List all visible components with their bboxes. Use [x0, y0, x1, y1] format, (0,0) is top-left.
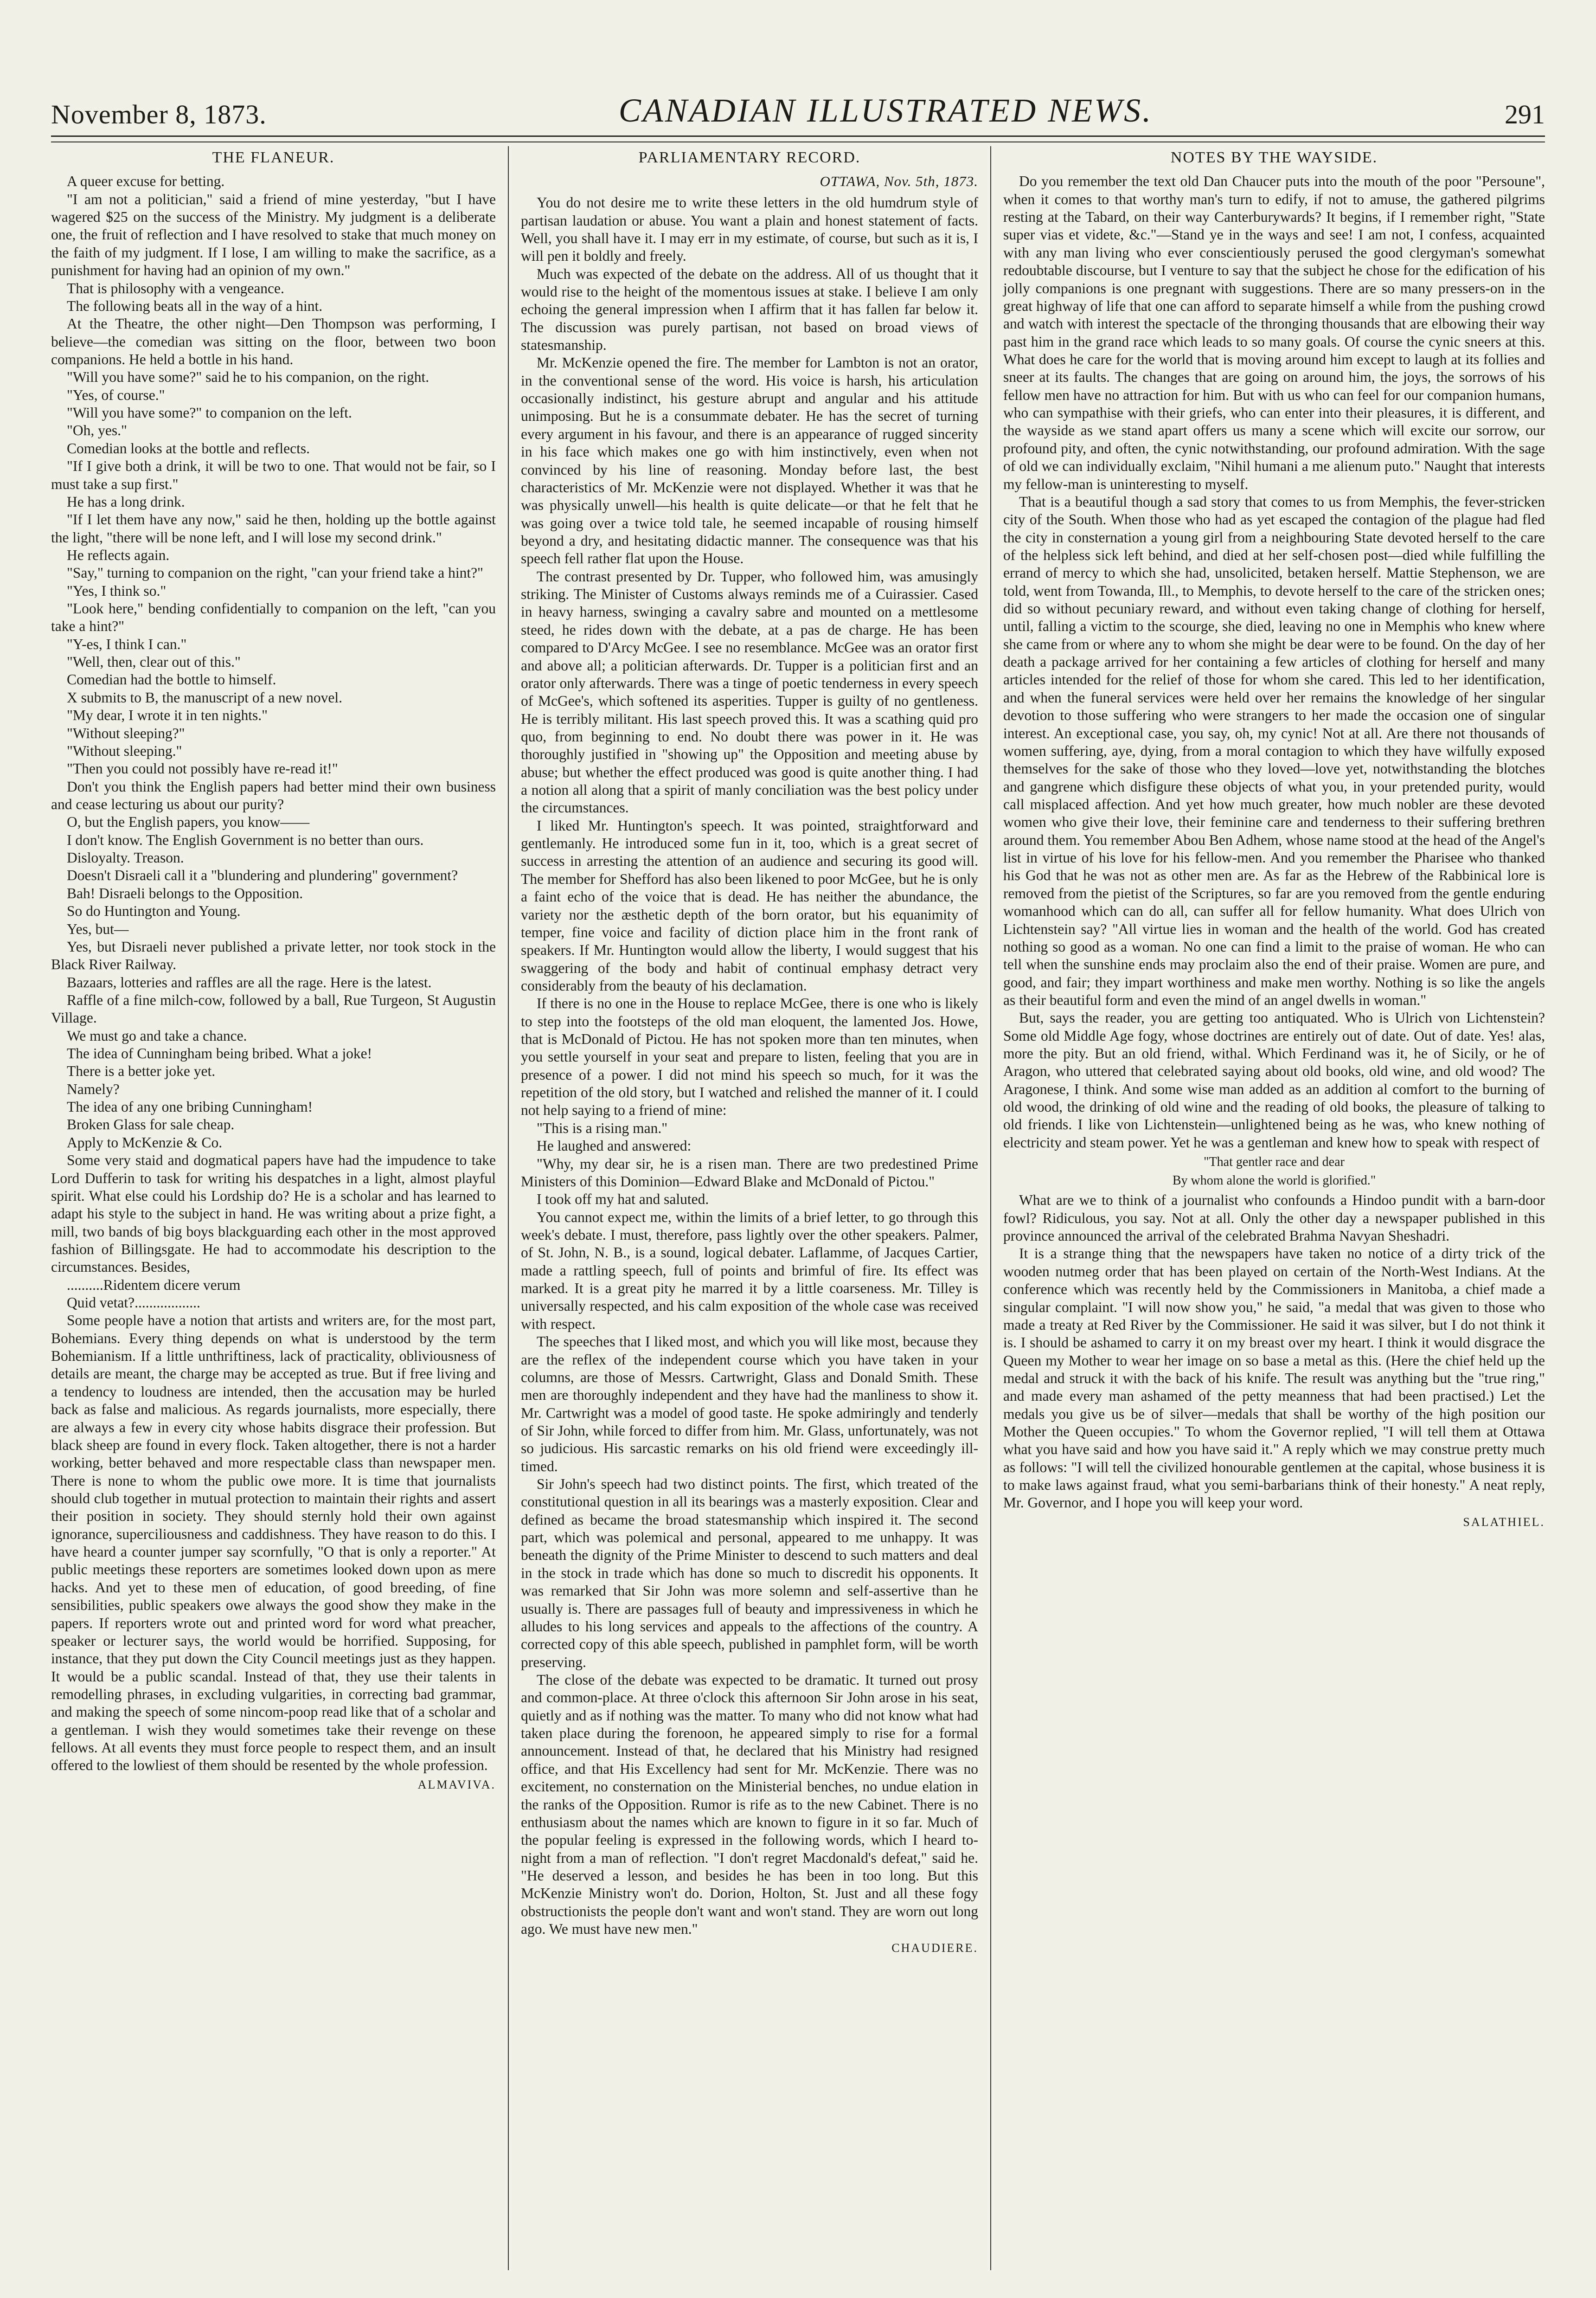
paragraph: It is a strange thing that the newspapers have taken no notice of a dirty trick of the wooden nutmeg order that has been played on certain of the North-West Indians. At the conference which was recently held by the Commissioners in Manitoba, a chief made a singular complaint. "I will now show you," he said, "a medal that was given to those who made a treaty at Red River by the Commissioner. He said it was silver, but I do not think it is. I should be ashamed to carry it on my breast over my heart. I think it would disgrace the Queen my Mother to wear her image on so base a metal as this. (Here the chief held up the medal and struck it with the back of his knife. The result was anything but the "true ring," and made every man ashamed of the petty meanness that had been practised.) Let the medals you give us be of silver—medals that shall be worthy of the high position our Mother the Queen occupies." To whom the Governor replied, "I will tell them at Ottawa what you have said and how you have said it." A reply which we may construe pretty much as follows: "I will tell the civilized honourable gentlemen at the capital, whose business it is to make laws against fraud, what you semi-barbarians think of their honesty." A neat reply, Mr. Governor, and I hope you will keep your word. — [1003, 1245, 1545, 1511]
paragraph: Mr. McKenzie opened the fire. The member for Lambton is not an orator, in the conventional sense of the word. His voice is harsh, his articulation occasionally indistinct, his gesture abrupt and angular and his attitude unimposing. But he is a consummate debater. He has the secret of turning every argument in his favour, and there is an appearance of rugged sincerity in his face which makes one go with him instinctively, even when not convinced by his line of reasoning. Monday before last, the best characteristics of Mr. McKenzie were not displayed. Whether it was that he was physically unwell—his health is quite delicate—or that he felt that he was going over a twice told tale, he seemed incapable of rousing himself beyond a dry, and hesitating didactic manner. The consequence was that his speech fell rather flat upon the House. — [521, 354, 978, 567]
paragraph: At the Theatre, the other night—Den Thompson was performing, I believe—the comedian was sitting on the floor, between two boon companions. He held a bottle in his hand. — [51, 315, 496, 367]
masthead — [51, 74, 1545, 130]
column-heading: THE FLANEUR. — [212, 149, 335, 166]
paragraph: Namely? — [67, 1081, 120, 1097]
paragraph: That is philosophy with a vengeance. — [67, 280, 284, 296]
column-body — [521, 194, 978, 1938]
paragraph: Quid vetat?.................. — [67, 1294, 200, 1311]
paragraph: He has a long drink. — [67, 493, 185, 510]
paragraph: "Will you have some?" said he to his companion, on the right. — [67, 369, 429, 386]
columns — [51, 146, 1545, 2270]
paragraph: Bah! Disraeli belongs to the Opposition. — [67, 885, 303, 901]
paragraph: Raffle of a fine milch-cow, followed by a ball, Rue Turgeon, St Augustin Village. — [51, 991, 496, 1026]
issue-date: November 8, 1873. — [51, 99, 267, 129]
paragraph: The contrast presented by Dr. Tupper, who followed him, was amusingly striking. The Minister of Customs always reminds me of a Cuirassier. Cased in heavy harness, swinging a cavalry sabre and mounted on a mettlesome steed, he rides down with the debate, at a pas de charge. He has been compared to D'Arcy McGee. I see no resemblance. McGee was an orator first and above all; a politician afterwards. Dr. Tupper is a politician first and an orator only afterwards. There was a tinge of poetic tenderness in every speech of McGee's, which softened its asperities. Tupper is guilty of no gentleness. He is terribly militant. His last speech proved this. It was a scathing quid pro quo, from beginning to end. No doubt there was power in it. He was thoroughly justified in "showing up" the Opposition and meeting abuse by abuse; but whether the effect produced was good is quite another thing. I had a notion all along that a spirit of manly conciliation was the best policy under the circumstances. — [521, 568, 978, 816]
paragraph: What are we to think of a journalist who confounds a Hindoo pundit with a barn-door fowl? Ridiculous, you say. Not at all. Only the other day a newspaper published in this province announced the arrival of the celebrated Brahma Navyan Sheshadri. — [1003, 1192, 1545, 1244]
paragraph: Apply to McKenzie & Co. — [67, 1134, 223, 1151]
paragraph: Some people have a notion that artists and writers are, for the most part, Bohemians. Every thing depends on what is understood by the term Bohemianism. If a little unthriftiness, lack of practicality, obliviousness of details are meant, the charge may be accepted as true. But if free living and a tendency to loudness are intended, then the accusation may be hurled back as false and malicious. As regards journalists, more especially, there are always a few in every city whose habits disgrace their profession. But black sheep are found in every flock. Taken altogether, there is not a harder working, better behaved and more respectable class than newspaper men. There is none to whom the public owe more. It is time that journalists should club together in mutual protection to maintain their rights and assert their position in society. They should sternly hold their own against ignorance, superciliousness and caddishness. They have reason to do this. I have heard a counter jumper say scornfully, "O that is only a reporter." At public meetings these reporters are sometimes looked down upon as mere hacks. And yet to these men of education, of good breeding, of fine sensibilities, public speakers owe always the good show they make in the papers. If reporters wrote out and printed word for word what preacher, speaker or lecturer says, the world would be horrified. Supposing, for instance, that they put down the City Council meetings just as they happen. It would be a public scandal. Instead of that, they use their talents in remodelling phrases, in excluding vulgarities, in correcting bad grammar, and making the speech of some nincom-poop read like that of a scholar and a gentleman. I wish they would sometimes take their revenge on these fellows. At all events they must force people to respect them, and an insult offered to the lowliest of them should be resented by the whole profession. — [51, 1312, 496, 1774]
paragraph: "That gentler race and dear — [1204, 1155, 1345, 1170]
paragraph: Doesn't Disraeli call it a "blundering and plundering" government? — [67, 867, 458, 884]
paragraph: Yes, but Disraeli never published a private letter, nor took stock in the Black River Railway. — [51, 938, 496, 973]
paragraph: "Then you could not possibly have re-read it!" — [67, 760, 338, 777]
paragraph: "Y-es, I think I can." — [67, 636, 187, 652]
paragraph: The speeches that I liked most, and which you will like most, because they are the reflex of the independent course which you have taken in your columns, are those of Messrs. Cartwright, Glass and Donald Smith. These men are thoroughly independent and they have had the manliness to show it. Mr. Cartwright was a model of good taste. He spoke admiringly and tenderly of Sir John, while forced to differ from him. Mr. Glass, unfortunately, was not so judicious. His sarcastic remarks on his old friend were exceedingly ill-timed. — [521, 1333, 978, 1474]
paragraph: ..........Ridentem dicere verum — [67, 1276, 241, 1293]
column-notes-by-the-wayside — [990, 146, 1545, 2270]
paragraph: "Without sleeping." — [67, 742, 182, 759]
paragraph: You cannot expect me, within the limits of a brief letter, to go through this week's debate. I must, therefore, pass lightly over the other speakers. Palmer, of St. John, N. B., is a sound, logical debater. Laflamme, of Jacques Cartier, made a rattling speech, full of points and brimful of fire. Its effect was marked. It is a great pity he marred it by a little coarseness. Mr. Tilley is universally respected, and his calm exposition of the whole case was received with respect. — [521, 1209, 978, 1332]
paragraph: "Yes, of course." — [67, 386, 165, 403]
paragraph: Much was expected of the debate on the address. All of us thought that it would rise to the height of the momentous issues at stake. I believe I am only echoing the general impression when I affirm that it has fallen far below it. The discussion was purely partisan, not based on broad views of statesmanship. — [521, 265, 978, 354]
column-flaneur — [51, 146, 508, 2270]
paragraph: "Why, my dear sir, he is a risen man. There are two predestined Prime Ministers of this Dominion—Edward Blake and McDonald of Pictou." — [521, 1155, 978, 1190]
paragraph: I don't know. The English Government is no better than ours. — [67, 831, 424, 848]
paragraph: Sir John's speech had two distinct points. The first, which treated of the constitutional question in all its bearings was a masterly exposition. Clear and defined as became the broad statesmanship which inspired it. The second part, which was polemical and personal, appeared to me unhappy. It was beneath the dignity of the Prime Minister to descend to such matters and deal in the stock in trade which has done so much to discredit his opponents. It was remarked that Sir John was more solemn and self-assertive than he usually is. There are passages full of beauty and impressiveness in which he alludes to his long services and appeals to the affections of the country. A corrected copy of this able speech, published in pamphlet form, will be worth preserving. — [521, 1476, 978, 1670]
page-number: 291 — [1505, 99, 1545, 129]
paragraph: He laughed and answered: — [537, 1138, 692, 1154]
column-heading: PARLIAMENTARY RECORD. — [638, 149, 861, 166]
paragraph: "If I let them have any now," said he then, holding up the bottle against the light, "there will be none left, and I will lose my second drink." — [51, 511, 496, 546]
paragraph: "My dear, I wrote it in ten nights." — [67, 707, 268, 724]
masthead-rule — [51, 135, 1545, 142]
paragraph: Don't you think the English papers had better mind their own business and cease lecturing us about our purity? — [51, 778, 496, 812]
paragraph: That is a beautiful though a sad story that comes to us from Memphis, the fever-stricken city of the South. When those who had as yet escaped the contagion of the plague had fled the city in consternation a young girl from a neighbouring State devoted herself to the care of the helpless sick left behind, and died at her self-chosen post—died while fulfilling the errand of mercy to which she had, unsolicited, betaken herself. Mattie Stephenson, we are told, went from Towanda, Ill., to Memphis, to devote herself to the care of the stricken ones; did so without pecuniary reward, and without even taking change of clothing for herself, until, falling a victim to the scourge, she died, leaving no one in Memphis who knew where she came from or where any to whom she might be dear were to be found. On the day of her death a package arrived for her containing a few articles of clothing for herself and many articles intended for the relief of those for whom she cared. This led to her identification, and when the funeral services were held over her remains the knowledge of her singular devotion to those suffering who were strangers to her made the occasion one of singular interest. An exceptional case, you say, oh, my cynic! Not at all. Are there not thousands of women suffering, aye, dying, from a moral contagion to which they have wilfully exposed themselves for the sake of those who they loved—love yet, notwithstanding the blotches and gangrene which disfigure these objects of what you, in your pretended purity, would call misplaced affection. And yet how much greater, how much nobler are these devoted women who give their love, their feminine care and tenderness to their suffering brethren around them. You remember Abou Ben Adhem, whose name stood at the head of the Angel's list in virtue of his love for his fellow-men. And you remember the Pharisee who thanked his God that he was not as other men are. As far as the Hebrew of the Rabbinical lore is removed from the pietist of the Scriptures, so far are you removed from the gentle enduring womanhood which can do all, can suffer all for fellow humanity. What does Ulrich von Lichtenstein say? "All virtue lies in woman and the health of the world. God has created nothing so good as a woman. No one can find a limit to the praise of woman. He who can tell when the sunshine ends may proclaim also the end of their praise. Women are pure, and good, and fair; they impart worthiness and make men worthy. Nothing is so like the angels as their beautiful form and even the mind of an angel dwells in woman." — [1003, 493, 1545, 1008]
paragraph: X submits to B, the manuscript of a new novel. — [67, 689, 343, 706]
paragraph: Comedian had the bottle to himself. — [67, 671, 276, 688]
paragraph: He reflects again. — [67, 547, 170, 563]
paragraph: "If I give both a drink, it will be two to one. That would not be fair, so I must take a sup first." — [51, 458, 496, 492]
paragraph: The idea of any one bribing Cunningham! — [67, 1099, 313, 1115]
column-signature: SALATHIEL. — [1463, 1515, 1545, 1529]
paragraph: Yes, but— — [67, 920, 129, 937]
paragraph: "Without sleeping?" — [67, 725, 185, 741]
paragraph: "Yes, I think so." — [67, 582, 167, 599]
column-body-continued — [1003, 1191, 1545, 1512]
paragraph: Some very staid and dogmatical papers have had the impudence to take Lord Dufferin to task for writing his despatches in a light, almost playful spirit. What else could his Lordship do? He is a scholar and has learned to adapt his style to the subject in hand. He was writing about a prize fight, a mill, two bands of big boys blackguarding each other in the most approved fashion of Billingsgate. He had to accommodate his description to the circumstances. Besides, — [51, 1152, 496, 1275]
column-heading: NOTES BY THE WAYSIDE. — [1170, 149, 1378, 166]
paragraph: So do Huntington and Young. — [67, 903, 241, 920]
paragraph: By whom alone the world is glorified." — [1172, 1173, 1376, 1188]
paragraph: You do not desire me to write these letters in the old humdrum style of partisan laudation or abuse. You want a plain and honest statement of facts. Well, you shall have it. I may err in my estimate, of course, but such as it is, I will pen it boldly and freely. — [521, 194, 978, 264]
paragraph: The following beats all in the way of a hint. — [67, 297, 323, 314]
paragraph: O, but the English papers, you know—— — [67, 814, 310, 830]
paragraph: There is a better joke yet. — [67, 1063, 216, 1080]
paragraph: Disloyalty. Treason. — [67, 850, 184, 866]
paragraph: "Oh, yes." — [67, 422, 127, 439]
publication-title: CANADIAN ILLUSTRATED NEWS. — [618, 92, 1153, 129]
column-body — [51, 173, 496, 1774]
paragraph: But, says the reader, you are getting too antiquated. Who is Ulrich von Lichtenstein? Some old Middle Age fogy, whose doctrines are entirely out of date. Out of date. Yes! alas, more the pity. But an old friend, withal. Which Ferdinand was it, he of Sicily, or he of Aragon, who uttered that celebrated saying about old books, old wine, and old wood? The Aragonese, I think. And some wise man added as an addition al comfort to the burning of old wood, the drinking of old wine and the reading of old books, the pleasure of talking to old friends. I like von Lichtenstein—unlightened being as he was, who knew nothing of electricity and steam power. Yet he was a gentleman and knew how to speak with respect of — [1003, 1010, 1545, 1151]
paragraph: I liked Mr. Huntington's speech. It was pointed, straightforward and gentlemanly. He introduced some fun in it, too, which is a great secret of success in arresting the attention of an audience and securing its good will. The member for Shefford has also been likened to poor McGee, but he is only a faint echo of the voice that is dead. He has neither the abundance, the variety nor the æsthetic depth of the born orator, but his equanimity of temper, fine voice and facility of diction place him in the front rank of speakers. If Mr. Huntington would allow the liberty, I would suggest that his swaggering of the body and habit of continual emphasy detract very considerably from the beauty of his declamation. — [521, 817, 978, 994]
paragraph: If there is no one in the House to replace McGee, there is one who is likely to step into the footsteps of the old man eloquent, the lamented Jos. Howe, that is McDonald of Pictou. He has not spoken more than ten minutes, when you settle yourself in your seat and prepare to listen, feeling that you are in presence of a power. I did not mind his speech so much, for it was the repetition of the old story, but I watched and relished the manner of it. I could not help saying to a friend of mine: — [521, 995, 978, 1119]
paragraph: Bazaars, lotteries and raffles are all the rage. Here is the latest. — [67, 974, 432, 991]
paragraph: A queer excuse for betting. — [67, 173, 225, 190]
column-signature: CHAUDIERE. — [891, 1941, 978, 1955]
dateline: OTTAWA, Nov. 5th, 1873. — [820, 173, 978, 190]
paragraph: The idea of Cunningham being bribed. What a joke! — [67, 1045, 372, 1062]
paragraph: We must go and take a chance. — [67, 1027, 247, 1044]
column-parliamentary-record — [508, 146, 990, 2270]
paragraph: "Well, then, clear out of this." — [67, 654, 241, 670]
verse-quote — [1003, 1154, 1545, 1189]
paragraph: Broken Glass for sale cheap. — [67, 1116, 235, 1133]
column-signature: ALMAVIVA. — [417, 1777, 496, 1791]
paragraph: "Will you have some?" to companion on the left. — [67, 405, 352, 421]
paragraph: "Say," turning to companion on the right, "can your friend take a hint?" — [67, 565, 483, 581]
paragraph: "Look here," bending confidentially to companion on the left, "can you take a hint?" — [51, 600, 496, 635]
paragraph: "This is a rising man." — [537, 1120, 668, 1136]
paragraph: Do you remember the text old Dan Chaucer puts into the mouth of the poor "Persoune", when it comes to that worthy man's turn to edify, if not to amuse, the gathered pilgrims resting at the Tabard, on their way Canterburywards? It begins, if I remember right, "State super vias et videte, &c."—Stand ye in the ways and see! I am not, I confess, acquainted with any man living who ever conscientiously perused the good clergyman's somewhat redoubtable discourse, but I venture to say that the subject he chose for the edification of his jolly companions is one pregnant with suggestions. There are so many pressers-on in the great highway of life that one can afford to separate himself a while from the pushing crowd and watch with interest the spectacle of the thronging thousands that are elbowing their way past him in the grand race which leads to so many goals. Of course the cynic sneers at this. What does he care for the world that is moving around him except to laugh at its follies and sneer at its faults. The changes that are going on around him, the joys, the sorrows of his fellow men have no attraction for him. But with us who can feel for our companion humans, who can sympathise with their griefs, who can enter into their pleasures, it is different, and the wayside as we stand apart offers us many a scene which will excite our sorrow, our profound pity, and often, the cynic notwithstanding, our profound admiration. With the sage of old we can individually exclaim, "Nihil humani a me alienum puto." Naught that interests my fellow-man is uninteresting to myself. — [1003, 173, 1545, 492]
paragraph: "I am not a politician," said a friend of mine yesterday, "but I have wagered $25 on the success of the Ministry. My judgment is a deliberate one, the fruit of reflection and I have resolved to stake that much money on the faith of my judgment. If I lose, I am willing to make the sacrifice, as a punishment for having had an opinion of my own." — [51, 191, 496, 279]
column-body — [1003, 173, 1545, 1152]
paragraph: I took off my hat and saluted. — [537, 1191, 709, 1208]
paragraph: Comedian looks at the bottle and reflects. — [67, 440, 310, 457]
paragraph: The close of the debate was expected to be dramatic. It turned out prosy and common-place. At three o'clock this afternoon Sir John arose in his seat, quietly and as if nothing was the matter. To many who did not know what had taken place during the forenoon, he appeared simply to rise for a formal announcement. Instead of that, he declared that his Ministry had resigned office, and that His Excellency had sent for Mr. McKenzie. There was no excitement, no consternation on the Ministerial benches, no undue elation in the ranks of the Opposition. Rumor is rife as to the new Cabinet. There is no enthusiasm about the names which are known to figure in it so far. Much of the popular feeling is expressed in the following words, which I heard to-night from a man of reflection. "I don't regret Macdonald's defeat," said he. "He deserved a lesson, and besides he has been in too long. But this McKenzie Ministry won't do. Dorion, Holton, St. Just and all these fogy obstructionists the people don't want and won't stand. They are worn out long ago. We must have new men." — [521, 1671, 978, 1938]
